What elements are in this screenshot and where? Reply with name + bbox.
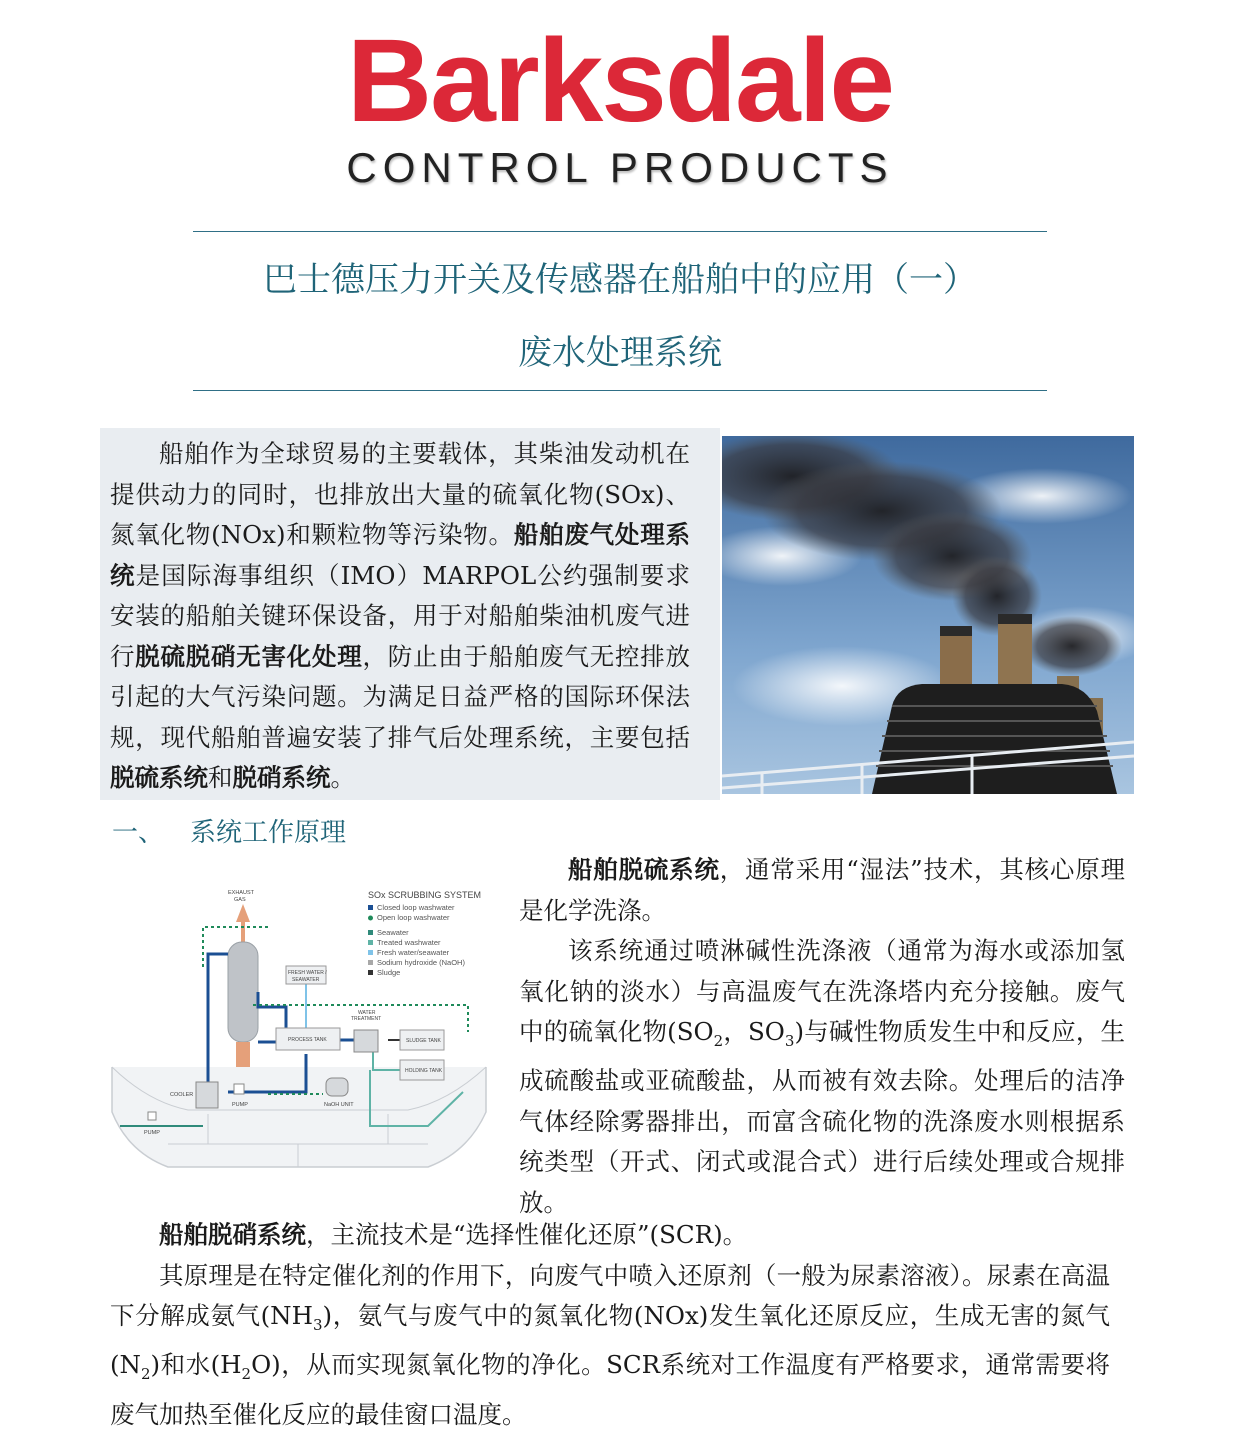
diagram-title: SOx SCRUBBING SYSTEM [368, 890, 482, 900]
legend-item: Treated washwater [377, 938, 441, 947]
section-title: 系统工作原理 [190, 818, 347, 848]
legend-item: Sodium hydroxide (NaOH) [377, 958, 465, 967]
desulfurization-text: 船舶脱硫系统，通常采用“湿法”技术，其核心原理是化学洗涤。 该系统通过喷淋碱性洗涤液（通常为海水或添加氢氧化钠的淡水）与高温废气在洗涤塔内充分接触。废气中的硫氧化物($SO_2$，$SO_3$)与碱性物质发生中和反应，生成硫酸盐或亚硫酸盐，从而被有效去除。处理后的洁净气体经除雾器排出，而富含硫化物的洗涤废水则根据系统类型（开式、闭式或混合式）进行后续处理或合规排放。 [519, 855, 1126, 1217]
label-seawater: SEAWATER [292, 977, 320, 983]
section-heading [112, 812, 346, 849]
label-fresh-water: FRESH WATER / [288, 970, 327, 976]
label-treatment: TREATMENT [351, 1016, 382, 1022]
legend-item: Open loop washwater [377, 913, 450, 922]
label-gas: GAS [234, 897, 246, 903]
label-naoh-unit: NaOH UNIT [324, 1102, 354, 1108]
label-cooler: COOLER [170, 1092, 194, 1098]
legend-item: Seawater [377, 928, 409, 937]
logo-subtitle: CONTROL PRODUCTS [346, 144, 894, 191]
label-holding-tank: HOLDING TANK [405, 1068, 443, 1074]
label-exhaust: EXHAUST [228, 890, 254, 896]
page-subtitle: 废水处理系统 [518, 333, 722, 373]
denitrification-text: 船舶脱硝系统，主流技术是“选择性催化还原”(SCR)。 其原理是在特定催化剂的作用下，向废气中喷入还原剂（一般为尿素溶液）。尿素在高温下分解成氨气$(NH_3)$，氨气与废气中的氮氧化物(NOx)发生氧化还原反应，生成无害的氮气$(N_2)$和水$(H_2O)$，从而实现氮氧化物的净化。SCR系统对工作温度有严格要求，通常需要将废气加热至催化反应的最佳窗口温度。 [110, 1220, 1110, 1429]
label-pump: PUMP [232, 1102, 248, 1108]
ship-funnels-smoke-photo [722, 436, 1134, 794]
legend-item: Closed loop washwater [377, 903, 455, 912]
legend-item: Sludge [377, 968, 401, 977]
intro-paragraph: 船舶作为全球贸易的主要载体，其柴油发动机在提供动力的同时，也排放出大量的硫氧化物(SOx)、氮氧化物(NOx)和颗粒物等污染物。船舶废气处理系统是国际海事组织（IMO）MARPOL公约强制要求安装的船舶关键环保设备，用于对船舶柴油机废气进行脱硫脱硝无害化处理，防止由于船舶废气无控排放引起的大气污染问题。为满足日益严格的国际环保法规，现代船舶普遍安装了排气后处理系统，主要包括脱硫系统和脱硝系统。 [110, 439, 690, 792]
label-water: WATER [358, 1010, 376, 1016]
barksdale-logo [0, 15, 1240, 192]
bottom-divider [193, 390, 1047, 391]
label-sludge-tank: SLUDGE TANK [406, 1038, 441, 1044]
section-number: 一、 [112, 818, 165, 848]
label-process-tank: PROCESS TANK [288, 1037, 327, 1043]
label-pump-sea: PUMP [144, 1130, 160, 1136]
top-divider [193, 231, 1047, 232]
page-title: 巴士德压力开关及传感器在船舶中的应用（一） [263, 260, 977, 300]
legend-item: Fresh water/seawater [377, 948, 450, 957]
sox-scrubbing-diagram [108, 882, 490, 1178]
logo-brand: Barksdale [346, 15, 894, 147]
